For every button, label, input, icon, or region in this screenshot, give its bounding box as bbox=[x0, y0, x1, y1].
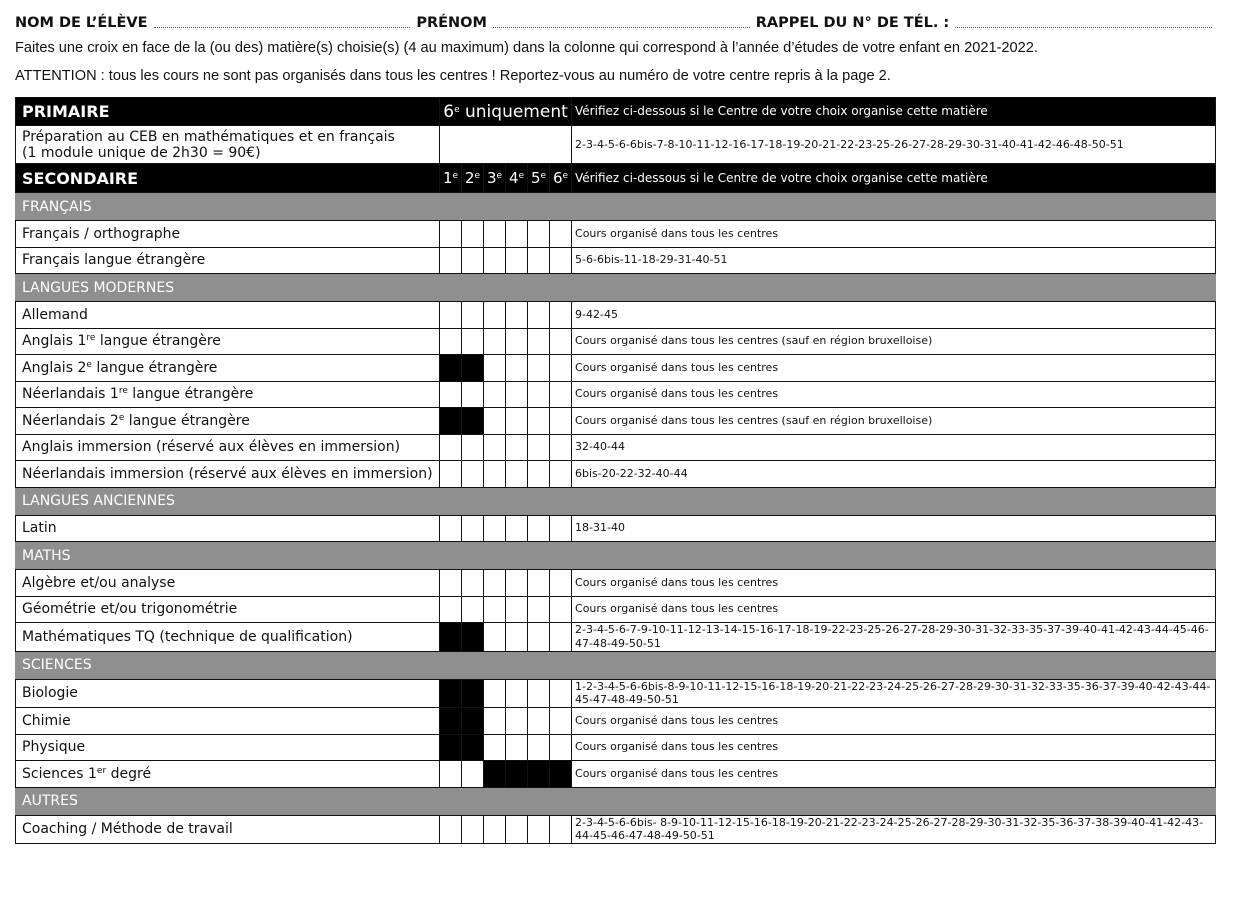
phone-label: RAPPEL DU N° DE TÉL. : bbox=[755, 15, 950, 31]
subject-note: (1 module unique de 2h30 = 90€) bbox=[22, 144, 261, 161]
centers-cell: Cours organisé dans tous les centres bbox=[572, 381, 1216, 408]
subject-cell: Géométrie et/ou trigonométrie bbox=[16, 596, 440, 623]
checkbox-cell-year-3[interactable] bbox=[484, 408, 506, 435]
table-row bbox=[16, 355, 1216, 382]
checkbox-cell-year-4[interactable] bbox=[506, 461, 528, 488]
checkbox-cell-year-3[interactable] bbox=[484, 247, 506, 274]
table-row bbox=[16, 623, 1216, 652]
instruction-text: Faites une croix en face de la (ou des) matière(s) choisie(s) (4 au maximum) dans la colonne qui correspond à l’année d’études de votre enfant en 2021-2022. bbox=[15, 40, 1038, 56]
centers-cell: 18-31-40 bbox=[572, 515, 1216, 542]
checkbox-cell-year-6[interactable] bbox=[550, 461, 572, 488]
checkbox-cell-year-1[interactable] bbox=[440, 381, 462, 408]
checkbox-cell-year-3[interactable] bbox=[484, 328, 506, 355]
subject-cell bbox=[16, 126, 440, 164]
checkbox-cell-year-4[interactable] bbox=[506, 221, 528, 248]
checkbox-cell-year-3[interactable] bbox=[484, 461, 506, 488]
centers-cell: Cours organisé dans tous les centres bbox=[572, 734, 1216, 761]
checkbox-cell-year-2[interactable] bbox=[462, 596, 484, 623]
checkbox-cell-year-6[interactable] bbox=[550, 381, 572, 408]
checkbox-cell-year-3[interactable] bbox=[484, 570, 506, 597]
checkbox-cell-year-4[interactable] bbox=[506, 596, 528, 623]
checkbox-cell-year-4[interactable] bbox=[506, 408, 528, 435]
subject-cell: Anglais 2e langue étrangère bbox=[16, 355, 440, 382]
checkbox-cell-year-2[interactable] bbox=[462, 515, 484, 542]
centers-cell: Cours organisé dans tous les centres (sauf en région bruxelloise) bbox=[572, 328, 1216, 355]
centers-cell: 1-2-3-4-5-6-6bis-8-9-10-11-12-15-16-18-19-20-21-22-23-24-25-26-27-28-29-30-31-32-33-35-36-37-39-40-42-43-44-45-47-48-49-50-51 bbox=[572, 679, 1216, 708]
checkbox-cell-year-6[interactable] bbox=[550, 328, 572, 355]
checkbox-cell-year-2[interactable] bbox=[462, 328, 484, 355]
subject-label: Préparation au CEB en mathématiques et en français bbox=[22, 128, 395, 145]
checkbox-cell-year-4[interactable] bbox=[506, 515, 528, 542]
section-title: LANGUES ANCIENNES bbox=[16, 487, 1216, 515]
checkbox-cell-year-5[interactable] bbox=[528, 355, 550, 382]
checkbox-cell-year-3[interactable] bbox=[484, 623, 506, 652]
year-header-3: 3e bbox=[484, 164, 506, 193]
centers-cell: 2-3-4-5-6-6bis- 8-9-10-11-12-15-16-18-19-20-21-22-23-24-25-26-27-28-29-30-31-32-35-36-37-38-39-40-41-42-43-44-45-46-47-48-49-50-51 bbox=[572, 815, 1216, 844]
centers-cell: Cours organisé dans tous les centres bbox=[572, 708, 1216, 735]
section-title: LANGUES MODERNES bbox=[16, 274, 1216, 302]
unavailable-year-cell bbox=[462, 408, 484, 435]
subject-cell: Anglais 1re langue étrangère bbox=[16, 328, 440, 355]
secondaire-header-row bbox=[16, 164, 1216, 193]
checkbox-cell-year-1[interactable] bbox=[440, 221, 462, 248]
checkbox-cell-year-4[interactable] bbox=[506, 734, 528, 761]
secondaire-title: SECONDAIRE bbox=[16, 164, 440, 193]
section-header-row bbox=[16, 193, 1216, 221]
unavailable-year-cell bbox=[506, 761, 528, 788]
checkbox-cell-year-3[interactable] bbox=[484, 734, 506, 761]
checkbox-cell-year-5[interactable] bbox=[528, 815, 550, 844]
verify-centre-header: Vérifiez ci-dessous si le Centre de votre choix organise cette matière bbox=[572, 98, 1216, 126]
subject-cell: Français / orthographe bbox=[16, 221, 440, 248]
checkbox-cell-year-6[interactable] bbox=[550, 679, 572, 708]
checkbox-cell-year-5[interactable] bbox=[528, 623, 550, 652]
checkbox-cell-year-6[interactable] bbox=[550, 515, 572, 542]
year-header-5: 5e bbox=[528, 164, 550, 193]
checkbox-cell-year-4[interactable] bbox=[506, 328, 528, 355]
centers-cell: Cours organisé dans tous les centres bbox=[572, 355, 1216, 382]
student-info-header bbox=[15, 11, 1212, 31]
checkbox-cell-year-6[interactable] bbox=[550, 708, 572, 735]
phone-field[interactable] bbox=[955, 26, 1212, 28]
checkbox-cell-year-3[interactable] bbox=[484, 708, 506, 735]
table-row bbox=[16, 761, 1216, 788]
checkbox-cell-year-4[interactable] bbox=[506, 679, 528, 708]
checkbox-cell-year-2[interactable] bbox=[462, 570, 484, 597]
unavailable-year-cell bbox=[440, 623, 462, 652]
year-header-4: 4e bbox=[506, 164, 528, 193]
subject-cell: Français langue étrangère bbox=[16, 247, 440, 274]
centers-cell: Cours organisé dans tous les centres bbox=[572, 761, 1216, 788]
checkbox-cell-year-4[interactable] bbox=[506, 355, 528, 382]
unavailable-year-cell bbox=[462, 708, 484, 735]
year-header-6: 6e bbox=[550, 164, 572, 193]
centers-cell: 2-3-4-5-6-7-9-10-11-12-13-14-15-16-17-18-19-22-23-25-26-27-28-29-30-31-32-33-35-37-39-40-41-42-43-44-45-46-47-48-49-50-51 bbox=[572, 623, 1216, 652]
section-header-row bbox=[16, 487, 1216, 515]
student-name-field[interactable] bbox=[154, 26, 411, 28]
checkbox-cell-year-2[interactable] bbox=[462, 302, 484, 329]
checkbox-cell-year-2[interactable] bbox=[462, 815, 484, 844]
table-row bbox=[16, 408, 1216, 435]
unavailable-year-cell bbox=[440, 734, 462, 761]
checkbox-cell-year-4[interactable] bbox=[506, 623, 528, 652]
section-title: FRANÇAIS bbox=[16, 193, 1216, 221]
checkbox-cell-year-1[interactable] bbox=[440, 302, 462, 329]
checkbox-cell-year-6[interactable] bbox=[550, 815, 572, 844]
checkbox-cell-year-5[interactable] bbox=[528, 708, 550, 735]
subject-cell: Latin bbox=[16, 515, 440, 542]
checkbox-cell-year-1[interactable] bbox=[440, 328, 462, 355]
checkbox-cell-year-5[interactable] bbox=[528, 408, 550, 435]
checkbox-cell-year-4[interactable] bbox=[506, 708, 528, 735]
checkbox-cell-year-4[interactable] bbox=[506, 434, 528, 461]
unavailable-year-cell bbox=[528, 761, 550, 788]
section-header-row bbox=[16, 274, 1216, 302]
verify-centre-header: Vérifiez ci-dessous si le Centre de votre choix organise cette matière bbox=[572, 164, 1216, 193]
centers-cell: Cours organisé dans tous les centres bbox=[572, 570, 1216, 597]
centers-cell: 9-42-45 bbox=[572, 302, 1216, 329]
checkbox-cell-year-2[interactable] bbox=[462, 221, 484, 248]
checkbox-cell-year-6[interactable] bbox=[550, 734, 572, 761]
unavailable-year-cell bbox=[550, 761, 572, 788]
table-row bbox=[16, 708, 1216, 735]
first-name-field[interactable] bbox=[493, 26, 750, 28]
table-row bbox=[16, 381, 1216, 408]
section-title: SCIENCES bbox=[16, 651, 1216, 679]
checkbox-cell-year-6[interactable] bbox=[550, 570, 572, 597]
checkbox-cell-year-4[interactable] bbox=[506, 815, 528, 844]
checkbox-cell-6th[interactable] bbox=[440, 126, 572, 164]
section-header-row bbox=[16, 542, 1216, 570]
subject-cell: Anglais immersion (réservé aux élèves en immersion) bbox=[16, 434, 440, 461]
table-row bbox=[16, 815, 1216, 844]
checkbox-cell-year-3[interactable] bbox=[484, 381, 506, 408]
table-row bbox=[16, 461, 1216, 488]
checkbox-cell-year-1[interactable] bbox=[440, 515, 462, 542]
subject-cell: Algèbre et/ou analyse bbox=[16, 570, 440, 597]
checkbox-cell-year-5[interactable] bbox=[528, 734, 550, 761]
checkbox-cell-year-5[interactable] bbox=[528, 679, 550, 708]
unavailable-year-cell bbox=[462, 679, 484, 708]
checkbox-cell-year-3[interactable] bbox=[484, 434, 506, 461]
checkbox-cell-year-6[interactable] bbox=[550, 355, 572, 382]
subject-cell: Coaching / Méthode de travail bbox=[16, 815, 440, 844]
checkbox-cell-year-2[interactable] bbox=[462, 247, 484, 274]
checkbox-cell-year-2[interactable] bbox=[462, 434, 484, 461]
table-row bbox=[16, 221, 1216, 248]
checkbox-cell-year-2[interactable] bbox=[462, 461, 484, 488]
checkbox-cell-year-5[interactable] bbox=[528, 328, 550, 355]
unavailable-year-cell bbox=[440, 355, 462, 382]
table-row bbox=[16, 247, 1216, 274]
section-title: MATHS bbox=[16, 542, 1216, 570]
checkbox-cell-year-6[interactable] bbox=[550, 408, 572, 435]
checkbox-cell-year-1[interactable] bbox=[440, 761, 462, 788]
checkbox-cell-year-6[interactable] bbox=[550, 596, 572, 623]
subject-cell: Biologie bbox=[16, 679, 440, 708]
checkbox-cell-year-6[interactable] bbox=[550, 623, 572, 652]
checkbox-cell-year-4[interactable] bbox=[506, 247, 528, 274]
year-header-2: 2e bbox=[462, 164, 484, 193]
unavailable-year-cell bbox=[462, 734, 484, 761]
student-name-label: NOM DE L’ÉLÈVE bbox=[15, 15, 148, 31]
sixth-only-column-header: 6e uniquement bbox=[440, 98, 572, 126]
checkbox-cell-year-4[interactable] bbox=[506, 570, 528, 597]
checkbox-cell-year-6[interactable] bbox=[550, 247, 572, 274]
primaire-title: PRIMAIRE bbox=[16, 98, 440, 126]
checkbox-cell-year-2[interactable] bbox=[462, 381, 484, 408]
first-name-label: PRÉNOM bbox=[416, 15, 487, 31]
subject-cell: Chimie bbox=[16, 708, 440, 735]
section-header-row bbox=[16, 651, 1216, 679]
centers-cell: 5-6-6bis-11-18-29-31-40-51 bbox=[572, 247, 1216, 274]
checkbox-cell-year-4[interactable] bbox=[506, 302, 528, 329]
centers-cell: Cours organisé dans tous les centres bbox=[572, 221, 1216, 248]
subject-cell: Néerlandais immersion (réservé aux élèves en immersion) bbox=[16, 461, 440, 488]
unavailable-year-cell bbox=[440, 408, 462, 435]
table-row bbox=[16, 679, 1216, 708]
table-row bbox=[16, 515, 1216, 542]
checkbox-cell-year-5[interactable] bbox=[528, 570, 550, 597]
subject-cell: Néerlandais 2e langue étrangère bbox=[16, 408, 440, 435]
checkbox-cell-year-3[interactable] bbox=[484, 679, 506, 708]
checkbox-cell-year-5[interactable] bbox=[528, 434, 550, 461]
section-title: AUTRES bbox=[16, 787, 1216, 815]
checkbox-cell-year-5[interactable] bbox=[528, 221, 550, 248]
checkbox-cell-year-1[interactable] bbox=[440, 815, 462, 844]
table-row bbox=[16, 434, 1216, 461]
checkbox-cell-year-1[interactable] bbox=[440, 461, 462, 488]
checkbox-cell-year-1[interactable] bbox=[440, 247, 462, 274]
checkbox-cell-year-6[interactable] bbox=[550, 434, 572, 461]
unavailable-year-cell bbox=[440, 679, 462, 708]
table-row bbox=[16, 570, 1216, 597]
checkbox-cell-year-3[interactable] bbox=[484, 515, 506, 542]
centers-cell: 32-40-44 bbox=[572, 434, 1216, 461]
checkbox-cell-year-5[interactable] bbox=[528, 461, 550, 488]
section-header-row bbox=[16, 787, 1216, 815]
table-row bbox=[16, 328, 1216, 355]
table-row bbox=[16, 126, 1216, 164]
checkbox-cell-year-1[interactable] bbox=[440, 570, 462, 597]
checkbox-cell-year-3[interactable] bbox=[484, 355, 506, 382]
table-row bbox=[16, 302, 1216, 329]
subject-cell: Allemand bbox=[16, 302, 440, 329]
checkbox-cell-year-1[interactable] bbox=[440, 434, 462, 461]
centers-cell: Cours organisé dans tous les centres bbox=[572, 596, 1216, 623]
unavailable-year-cell bbox=[462, 355, 484, 382]
checkbox-cell-year-3[interactable] bbox=[484, 596, 506, 623]
checkbox-cell-year-6[interactable] bbox=[550, 302, 572, 329]
table-row bbox=[16, 734, 1216, 761]
checkbox-cell-year-5[interactable] bbox=[528, 247, 550, 274]
checkbox-cell-year-5[interactable] bbox=[528, 302, 550, 329]
subject-cell: Néerlandais 1re langue étrangère bbox=[16, 381, 440, 408]
subject-cell: Sciences 1er degré bbox=[16, 761, 440, 788]
checkbox-cell-year-5[interactable] bbox=[528, 515, 550, 542]
checkbox-cell-year-6[interactable] bbox=[550, 221, 572, 248]
primaire-header-row bbox=[16, 98, 1216, 126]
subject-cell: Physique bbox=[16, 734, 440, 761]
checkbox-cell-year-5[interactable] bbox=[528, 596, 550, 623]
course-selection-table bbox=[15, 97, 1216, 844]
subject-cell: Mathématiques TQ (technique de qualification) bbox=[16, 623, 440, 652]
centers-cell: 2-3-4-5-6-6bis-7-8-10-11-12-16-17-18-19-20-21-22-23-25-26-27-28-29-30-31-40-41-42-46-48-50-51 bbox=[572, 126, 1216, 164]
centers-cell: 6bis-20-22-32-40-44 bbox=[572, 461, 1216, 488]
checkbox-cell-year-2[interactable] bbox=[462, 761, 484, 788]
checkbox-cell-year-3[interactable] bbox=[484, 221, 506, 248]
checkbox-cell-year-5[interactable] bbox=[528, 381, 550, 408]
year-header-1: 1e bbox=[440, 164, 462, 193]
checkbox-cell-year-3[interactable] bbox=[484, 815, 506, 844]
unavailable-year-cell bbox=[462, 623, 484, 652]
checkbox-cell-year-3[interactable] bbox=[484, 302, 506, 329]
checkbox-cell-year-4[interactable] bbox=[506, 381, 528, 408]
unavailable-year-cell bbox=[440, 708, 462, 735]
table-row bbox=[16, 596, 1216, 623]
centers-cell: Cours organisé dans tous les centres (sauf en région bruxelloise) bbox=[572, 408, 1216, 435]
checkbox-cell-year-1[interactable] bbox=[440, 596, 462, 623]
unavailable-year-cell bbox=[484, 761, 506, 788]
warning-text: ATTENTION : tous les cours ne sont pas organisés dans tous les centres ! Reportez-vous au numéro de votre centre repris à la page 2. bbox=[15, 68, 891, 84]
